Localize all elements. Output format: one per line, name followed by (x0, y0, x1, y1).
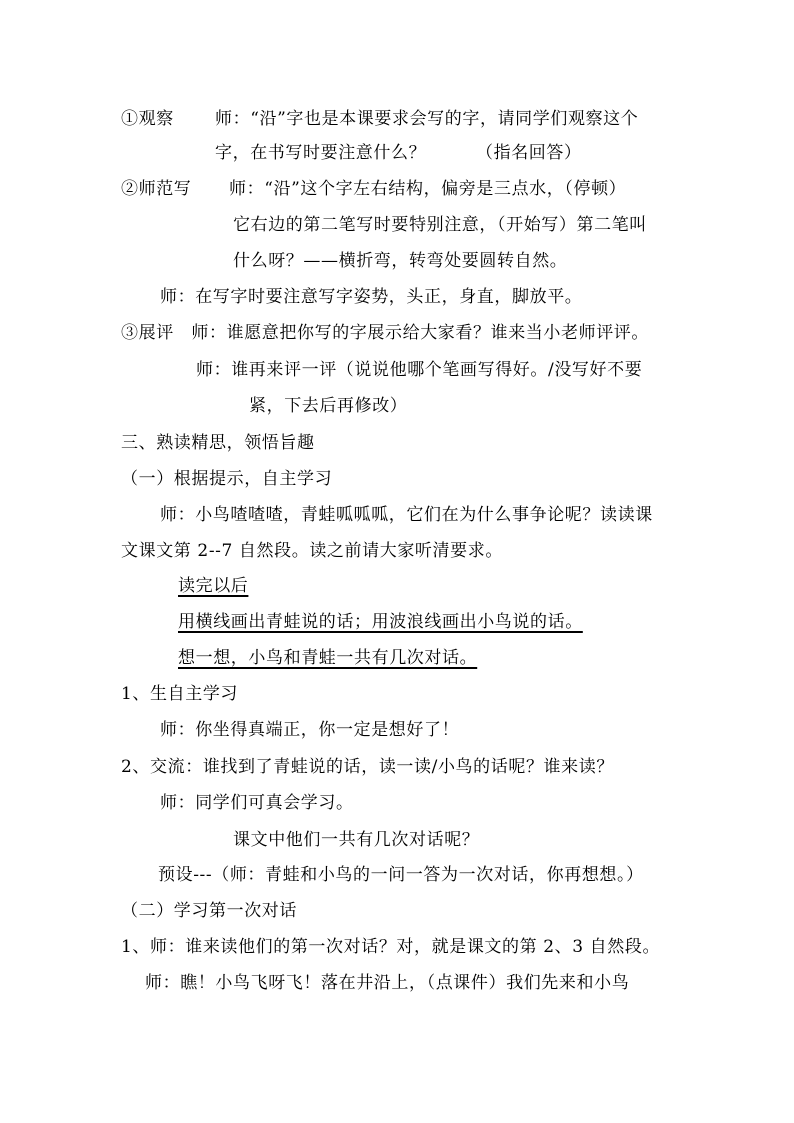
teacher-line: 师：同学们可真会学习。 (160, 793, 354, 813)
step-demo-label: ②师范写 (121, 179, 192, 199)
text-line: 它右边的第二笔写时要特别注意，（开始写）第二笔叫 (233, 215, 647, 235)
text-line: 文课文第 2--7 自然段。读之前请大家听清要求。 (121, 541, 503, 561)
teacher-line: 师：小鸟喳喳喳，青蛙呱呱呱，它们在为什么事争论呢？读读课 (160, 505, 653, 525)
text-line: 字，在书写时要注意什么？ (215, 143, 427, 163)
step-line: 2、交流：谁找到了青蛙说的话，读一读/小鸟的话呢？谁来读？ (121, 757, 614, 777)
teacher-line: 师：谁再来评一评（说说他哪个笔画写得好。/没写好不要 (196, 360, 643, 380)
text-line: （指名回答） (476, 143, 582, 163)
section-heading: 三、熟读精思，领悟旨趣 (121, 433, 315, 453)
teacher-line: 师：“沿”这个字左右结构，偏旁是三点水，（停顿） (229, 179, 627, 199)
requirement-line: 读完以后 (178, 576, 249, 596)
step-review-line: ③展评 师：谁愿意把你写的字展示给大家看？谁来当小老师评评。 (121, 323, 649, 343)
step-line: 1、师：谁来读他们的第一次对话？对，就是课文的第 2、3 自然段。 (121, 937, 661, 957)
teacher-line: 师：“沿”字也是本课要求会写的字，请同学们观察这个 (215, 109, 639, 129)
teacher-line: 师：瞧！小鸟飞呀飞！落在井沿上，（点课件）我们先来和小鸟 (145, 973, 630, 993)
step-line: 1、生自主学习 (121, 684, 239, 704)
text-line: 什么呀？——横折弯，转弯处要圆转自然。 (233, 251, 568, 271)
subsection-heading: （一）根据提示，自主学习 (121, 469, 333, 489)
requirement-line: 用横线画出青蛙说的话；用波浪线画出小鸟说的话。 (178, 612, 583, 632)
text-line: 课文中他们一共有几次对话呢？ (233, 830, 480, 850)
teacher-line: 师：在写字时要注意写字姿势，头正，身直，脚放平。 (160, 287, 583, 307)
text-line: 紧，下去后再修改） (249, 396, 408, 416)
step-observe-label: ①观察 (121, 109, 174, 129)
teacher-line: 师：你坐得真端正，你一定是想好了！ (160, 720, 460, 740)
subsection-heading: （二）学习第一次对话 (121, 901, 297, 921)
requirement-line: 想一想，小鸟和青蛙一共有几次对话。 (178, 648, 478, 668)
preset-line: 预设---（师：青蛙和小鸟的一问一答为一次对话，你再想想。） (158, 865, 644, 885)
